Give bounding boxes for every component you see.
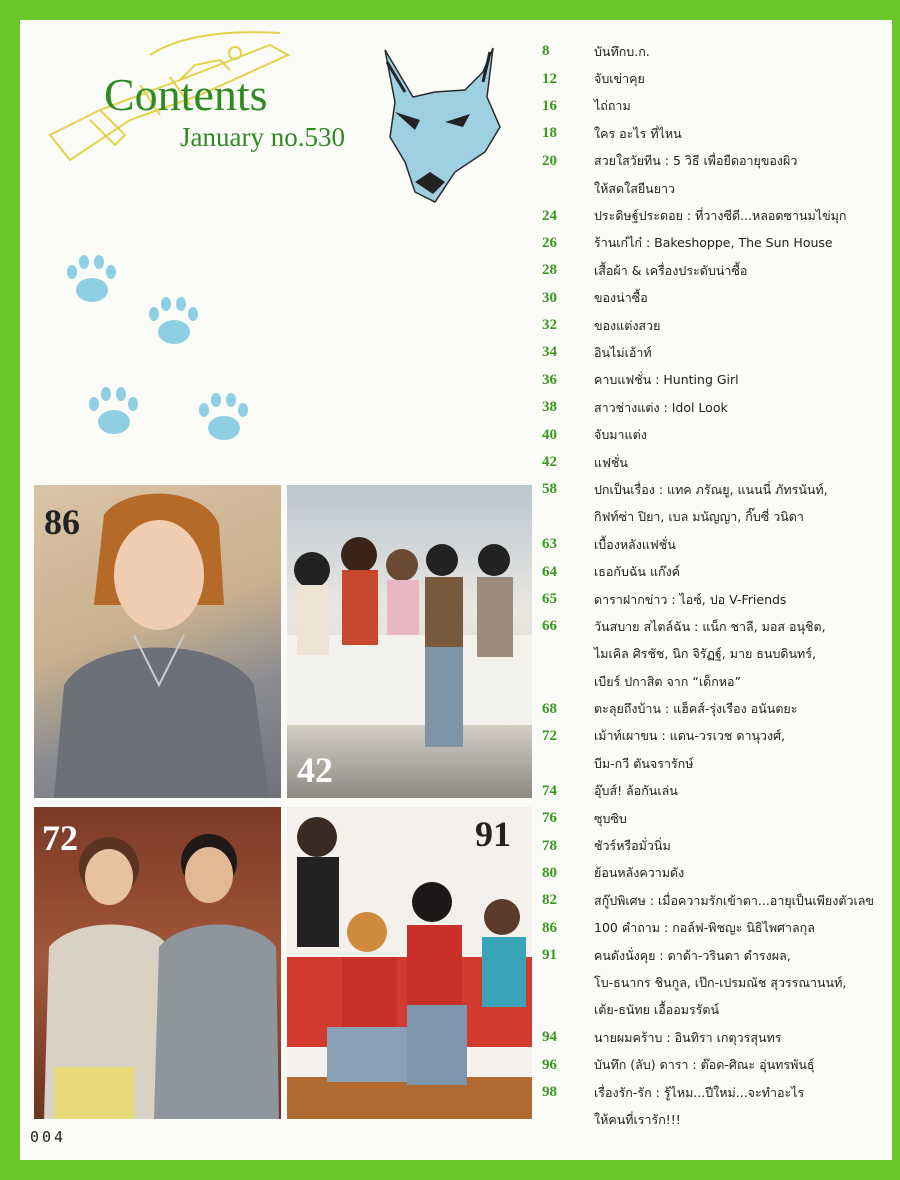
toc-title: เบียร์ ปกาสิต จาก “เด็กหอ” — [594, 673, 742, 689]
toc-title: ตะลุยถึงบ้าน : แฮ็คส์-รุ่งเรือง อนันตยะ — [594, 701, 798, 717]
toc-title: แฟชั่น — [594, 454, 628, 470]
toc-row — [542, 476, 882, 503]
toc-row — [542, 175, 882, 202]
toc-title: ไถ่ถาม — [594, 98, 631, 114]
toc-page-number: 72 — [542, 727, 557, 744]
toc-row — [542, 93, 882, 120]
page-folio: 004 — [30, 1128, 67, 1146]
page-number-label: 86 — [44, 502, 80, 542]
toc-title: ของน่าซื้อ — [594, 290, 648, 306]
toc-page-number: 42 — [542, 454, 557, 471]
page-number-label: 91 — [475, 814, 511, 854]
toc-page-number: 26 — [542, 234, 557, 251]
toc-page-number: 8 — [542, 43, 550, 60]
toc-title: อินไม่เอ้าท์ — [594, 344, 652, 360]
toc-row — [542, 367, 882, 394]
toc-title: ร้านเก๋ไก๋ : Bakeshoppe, The Sun House — [594, 235, 833, 251]
photo-42 — [287, 485, 532, 798]
toc-row — [542, 586, 882, 613]
toc-row — [542, 230, 882, 257]
toc-page-number: 65 — [542, 591, 557, 607]
toc-row — [542, 887, 882, 914]
toc-row — [542, 1051, 882, 1078]
photo-91 — [287, 807, 532, 1119]
page-number-label: 72 — [42, 818, 78, 858]
paw-print-icon — [194, 388, 254, 448]
toc-row — [542, 421, 882, 448]
magazine-page — [20, 20, 892, 1160]
toc-page-number: 30 — [542, 289, 557, 306]
toc-title: บันทึกบ.ก. — [594, 43, 650, 59]
toc-page-number: 80 — [542, 864, 557, 881]
toc-row — [542, 750, 882, 777]
toc-page-number: 64 — [542, 563, 557, 580]
toc-title: ใคร อะไร ที่ไหน — [594, 125, 682, 141]
toc-page-number: 82 — [542, 892, 557, 909]
toc-row — [542, 1024, 882, 1051]
toc-row — [542, 969, 882, 996]
toc-page-number: 91 — [542, 947, 557, 964]
toc-row — [542, 531, 882, 558]
toc-page-number: 36 — [542, 371, 557, 388]
paw-print-icon — [144, 292, 204, 352]
toc-row — [542, 942, 882, 969]
toc-title: ดาราฝากข่าว : ไอซ์, ปอ V-Friends — [594, 591, 787, 607]
toc-row — [542, 613, 882, 640]
toc-title: เรื่องรัก-รัก : รู้ไหม...ปีใหม่...จะทำอะไร — [594, 1084, 805, 1100]
toc-page-number: 78 — [542, 837, 557, 854]
toc-page-number: 28 — [542, 262, 557, 279]
page-number-label: 42 — [297, 750, 333, 790]
wolf-head-icon — [375, 42, 515, 207]
toc-page-number: 76 — [542, 810, 557, 827]
toc-title: ให้สดใสยืนยาว — [594, 180, 676, 196]
toc-title: กิฟท์ซ่า ปิยา, เบล มนัญญา, กิ๊บซี่ วนิดา — [594, 509, 804, 525]
toc-row — [542, 668, 882, 695]
toc-page-number: 63 — [542, 536, 557, 553]
toc-page-number: 16 — [542, 97, 557, 114]
toc-page-number: 66 — [542, 618, 557, 635]
table-of-contents — [542, 38, 882, 1134]
toc-row — [542, 312, 882, 339]
toc-page-number: 34 — [542, 344, 557, 361]
toc-title: เต้ย-ธนัทย เอื้ออมรรัตน์ — [594, 1002, 720, 1018]
toc-title: ประดิษฐ์ประดอย : ที่วางซีดี...หลอดซานมไข่มุก — [594, 208, 847, 224]
toc-page-number: 58 — [542, 481, 557, 498]
toc-title: คนดังนั่งคุย : ดาด้า-วรินดา ดำรงผล, — [594, 947, 791, 963]
toc-title: นายผมคร้าบ : อินทิรา เกตุวรสุนทร — [594, 1029, 782, 1045]
toc-title: จับมาแต่ง — [594, 427, 647, 443]
toc-row — [542, 723, 882, 750]
toc-page-number: 38 — [542, 399, 557, 416]
toc-title: บันทึก (ลับ) ดารา : ต๊อด-ศิณะ อุ่นทรพันธุ์ — [594, 1057, 815, 1073]
toc-page-number: 24 — [542, 207, 557, 224]
toc-title: เบื้องหลังแฟชั่น — [594, 536, 676, 552]
toc-row — [542, 778, 882, 805]
toc-page-number: 40 — [542, 426, 557, 443]
toc-page-number: 96 — [542, 1056, 557, 1073]
toc-row — [542, 558, 882, 585]
toc-row — [542, 997, 882, 1024]
toc-page-number: 18 — [542, 125, 557, 142]
toc-title: โบ-ธนากร ชินกูล, เป๊ก-เปรมณัช สุวรรณานนท์, — [594, 974, 847, 990]
toc-title: อุ๊บส์! ล้อกันเล่น — [594, 783, 678, 799]
toc-title: คาบแฟชั่น : Hunting Girl — [594, 372, 739, 388]
toc-row — [542, 120, 882, 147]
toc-row — [542, 339, 882, 366]
toc-page-number: 94 — [542, 1029, 557, 1046]
toc-row — [542, 860, 882, 887]
page-title — [104, 69, 268, 120]
photo-72 — [34, 807, 281, 1119]
toc-row — [542, 148, 882, 175]
toc-page-number: 12 — [542, 70, 557, 87]
toc-title: เสื้อผ้า & เครื่องประดับน่าซื้อ — [594, 262, 748, 278]
toc-title: ปกเป็นเรื่อง : แทค ภรัณยู, แนนนี่ ภัทรนันท์, — [594, 481, 828, 497]
toc-title: ไมเคิล ศิรชัช, นิก จิรัฏฐ์, มาย ธนบดินทร์, — [594, 646, 816, 662]
title-text: Contents — [104, 69, 268, 120]
toc-title: เธอกับฉัน แก๊งค์ — [594, 564, 681, 580]
toc-title: วันสบาย สไตล์ฉัน : แน็ก ชาลี, มอส อนุชิต, — [594, 618, 826, 634]
toc-row — [542, 805, 882, 832]
issue-subtitle: January no.530 — [180, 122, 345, 152]
toc-title: บีม-กวี ตันจรารักษ์ — [594, 755, 694, 771]
toc-title: 100 คำถาม : กอล์ฟ-พิชญะ นิธิไพศาลกุล — [594, 920, 815, 936]
photo-86 — [34, 485, 281, 798]
toc-row — [542, 38, 882, 65]
paw-print-icon — [62, 250, 122, 310]
toc-page-number: 74 — [542, 782, 557, 799]
toc-row — [542, 915, 882, 942]
toc-title: เม้าท์เผาขน : แดน-วรเวช ดานุวงศ์, — [594, 728, 786, 744]
toc-title: สาวช่างแต่ง : Idol Look — [594, 399, 728, 415]
toc-row — [542, 641, 882, 668]
toc-row — [542, 394, 882, 421]
toc-row — [542, 504, 882, 531]
toc-row — [542, 257, 882, 284]
toc-page-number: 68 — [542, 700, 557, 717]
toc-title: ชัวร์หรือมั่วนิ่ม — [594, 838, 671, 854]
toc-row — [542, 285, 882, 312]
toc-page-number: 20 — [542, 152, 557, 169]
toc-title: ย้อนหลังความดัง — [594, 865, 685, 881]
toc-title: ซุบซิบ — [594, 810, 627, 826]
toc-row — [542, 1106, 882, 1133]
toc-row — [542, 65, 882, 92]
toc-title: ของแต่งสวย — [594, 317, 661, 333]
toc-title: ให้คนที่เรารัก!!! — [594, 1111, 681, 1127]
toc-row — [542, 695, 882, 722]
toc-row — [542, 202, 882, 229]
toc-page-number: 98 — [542, 1084, 557, 1101]
toc-title: สกู๊ปพิเศษ : เมื่อความรักเข้าตา...อายุเป็นเพียงตัวเลข — [594, 892, 874, 908]
toc-row — [542, 449, 882, 476]
toc-row — [542, 832, 882, 859]
toc-row — [542, 1079, 882, 1106]
paw-print-icon — [84, 382, 144, 442]
toc-title: สวยใสวัยทีน : 5 วิธี เพื่อยืดอายุของผิว — [594, 153, 798, 169]
toc-page-number: 86 — [542, 919, 557, 936]
toc-page-number: 32 — [542, 317, 557, 334]
toc-title: จับเข่าคุย — [594, 71, 645, 87]
